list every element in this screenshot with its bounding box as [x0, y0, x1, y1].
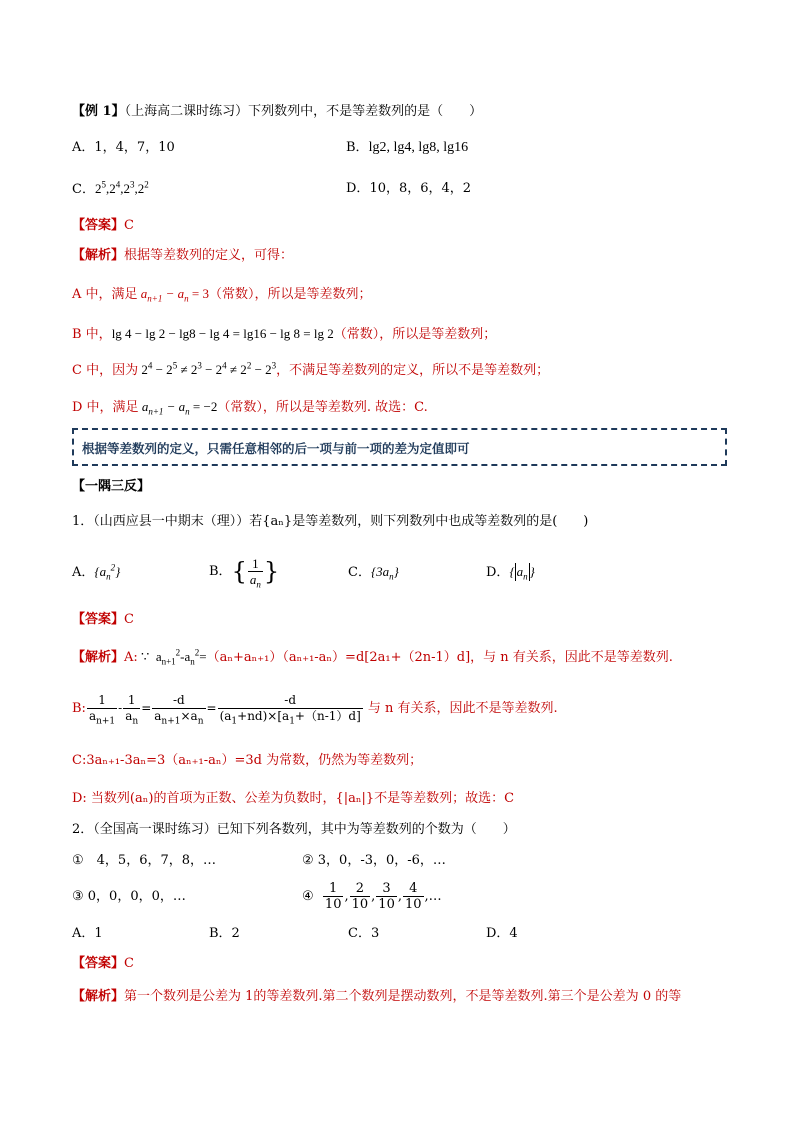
q1-option-a	[72, 563, 120, 582]
answer-label: 【答案】	[72, 612, 125, 627]
answer-value: C	[124, 956, 134, 971]
q2-item-1: ① 4，5，6，7，8，…	[72, 853, 217, 868]
option-c-math: $\{3a_n\}$	[370, 564, 399, 582]
option-text: 10，8，6，4，2	[369, 181, 472, 196]
analysis-text: ，不满足等差数列的定义，所以不是等差数列；	[276, 363, 550, 378]
option-text: 1，4，7，10	[94, 140, 175, 155]
ex1-option-a	[72, 139, 175, 157]
option-label: B．	[346, 140, 369, 155]
tip-text: 根据等差数列的定义，只需任意相邻的后一项与前一项的差为定值即可	[82, 441, 470, 456]
option-label: D．	[486, 565, 510, 580]
formula: $2^4 - 2^5 \ne 2^3 - 2^4 \ne 2^2 - 2^3$	[138, 360, 277, 377]
q1-option-d	[486, 563, 535, 582]
q2-option-d: D．4	[486, 926, 518, 941]
analysis-text: B:	[72, 701, 86, 716]
ex1-option-d	[346, 180, 471, 198]
q2-option-a: A．1	[72, 926, 103, 941]
analysis-text: 根据等差数列的定义，可得：	[124, 248, 294, 263]
example-1-stem	[72, 103, 482, 121]
q1-analysis-a	[72, 648, 673, 667]
option-c-math: $2^5,2^4,2^3,2^2$	[94, 179, 149, 196]
formula: $a_{n+1} - a_n = 3$	[137, 286, 209, 304]
item-label: ④	[302, 889, 314, 904]
q1-option-c	[348, 563, 399, 582]
analysis-text: A:	[124, 650, 138, 665]
q1-analysis-b	[72, 688, 558, 729]
option-label: C．	[72, 182, 95, 197]
option-a-math: $\{a_n^2\}$	[94, 562, 121, 582]
ex1-option-c	[72, 180, 149, 199]
ex1-answer	[72, 217, 134, 235]
tip-box	[72, 428, 727, 466]
ex1-option-b	[346, 139, 468, 157]
option-text: lg2, lg4, lg8, lg16	[368, 140, 469, 155]
answer-value: C	[124, 218, 134, 233]
ex1-analysis-intro	[72, 247, 293, 265]
q2-item-3: ③ 0，0，0，0，…	[72, 889, 186, 904]
q1-option-b	[209, 552, 279, 592]
analysis-text: D 中，满足	[72, 400, 139, 415]
analysis-label: 【解析】	[72, 248, 125, 263]
analysis-text: 第一个数列是公差为 1的等差数列.第二个数列是摆动数列，不是等差数列.第三个是公差为 0 的等	[124, 989, 682, 1004]
answer-label: 【答案】	[72, 956, 125, 971]
analysis-text: C 中，因为	[72, 363, 139, 378]
answer-label: 【答案】	[72, 218, 125, 233]
q2-option-c: C．3	[348, 926, 380, 941]
formula: $a_{n+1} - a_n = -2$	[138, 399, 218, 417]
analysis-text: 与 n 有关系，因此不是等差数列.	[367, 701, 558, 716]
q2-answer	[72, 955, 134, 973]
option-label: D．	[346, 181, 370, 196]
formula: lg 4 − lg 2 − lg8 − lg 4 = lg16 − lg 8 = lg 2	[111, 326, 334, 341]
option-label: C．	[348, 565, 371, 580]
option-label: B．	[209, 564, 232, 579]
q2-stem: 2．（全国高一课时练习）已知下列各数列，其中为等差数列的个数为（ ）	[72, 822, 516, 837]
section-title: 【一隅三反】	[72, 479, 151, 494]
analysis-text: B 中，	[72, 327, 112, 342]
analysis-label: 【解析】	[72, 989, 125, 1004]
analysis-text: （常数），所以是等差数列；	[208, 287, 372, 302]
q1-analysis-d: D: 当数列(aₙ)的首项为正数、公差为负数时，{|aₙ|}不是等差数列；故选：C	[72, 791, 515, 806]
example-question: （上海高二课时练习）下列数列中，不是等差数列的是（ ）	[124, 104, 483, 119]
analysis-text: A 中，满足	[72, 287, 138, 302]
example-label: 【例 1】	[72, 104, 125, 119]
analysis-text: （常数），所以是等差数列. 故选：C.	[217, 400, 428, 415]
formula: $\frac{1}{a_{n+1}}$ - $\frac{1}{a_n}$ = $\frac{-d}{a_{n+1}\times a_n}$ = $\frac{-d}{(a_1+nd)\times[a_1+(n-1)d]}$	[88, 693, 361, 727]
brace-left-icon: {	[231, 557, 247, 586]
q2-item-4	[302, 877, 442, 917]
formula: ∵ $a_{n+1}^2-a_n^2=$	[137, 647, 207, 667]
analysis-text: （aₙ+aₙ₊₁）（aₙ₊₁-aₙ）=d[2a₁+（2n-1）d]，与 n 有关系，因此不是等差数列.	[206, 650, 673, 665]
ex1-analysis-a	[72, 285, 372, 304]
fraction-sequence: $\frac{1}{10}$ , $\frac{2}{10}$ , $\frac{3}{10}$ , $\frac{4}{10}$ ,…	[324, 881, 442, 912]
brace-right-icon: }	[263, 557, 280, 586]
option-label: A．	[72, 140, 95, 155]
q2-analysis	[72, 988, 681, 1006]
q1-answer	[72, 611, 134, 629]
analysis-text: （常数），所以是等差数列；	[333, 327, 497, 342]
q2-item-2: ② 3，0，-3，0，-6，…	[302, 853, 446, 868]
ex1-analysis-d	[72, 398, 428, 417]
option-label: A．	[72, 565, 95, 580]
option-d-math: { $a_n$ }	[509, 564, 535, 582]
ex1-analysis-b	[72, 325, 496, 344]
q2-option-b: B．2	[209, 926, 240, 941]
q1-stem: 1．（山西应县一中期末（理））若{aₙ}是等差数列，则下列数列中也成等差数列的是( )	[72, 514, 589, 529]
ex1-analysis-c	[72, 361, 549, 380]
analysis-label: 【解析】	[72, 650, 125, 665]
fraction: $\frac{1}{a_n}$	[249, 556, 261, 590]
answer-value: C	[124, 612, 134, 627]
q1-analysis-c: C:3aₙ₊₁-3aₙ=3（aₙ₊₁-aₙ）=3d 为常数，仍然为等差数列；	[72, 753, 423, 768]
